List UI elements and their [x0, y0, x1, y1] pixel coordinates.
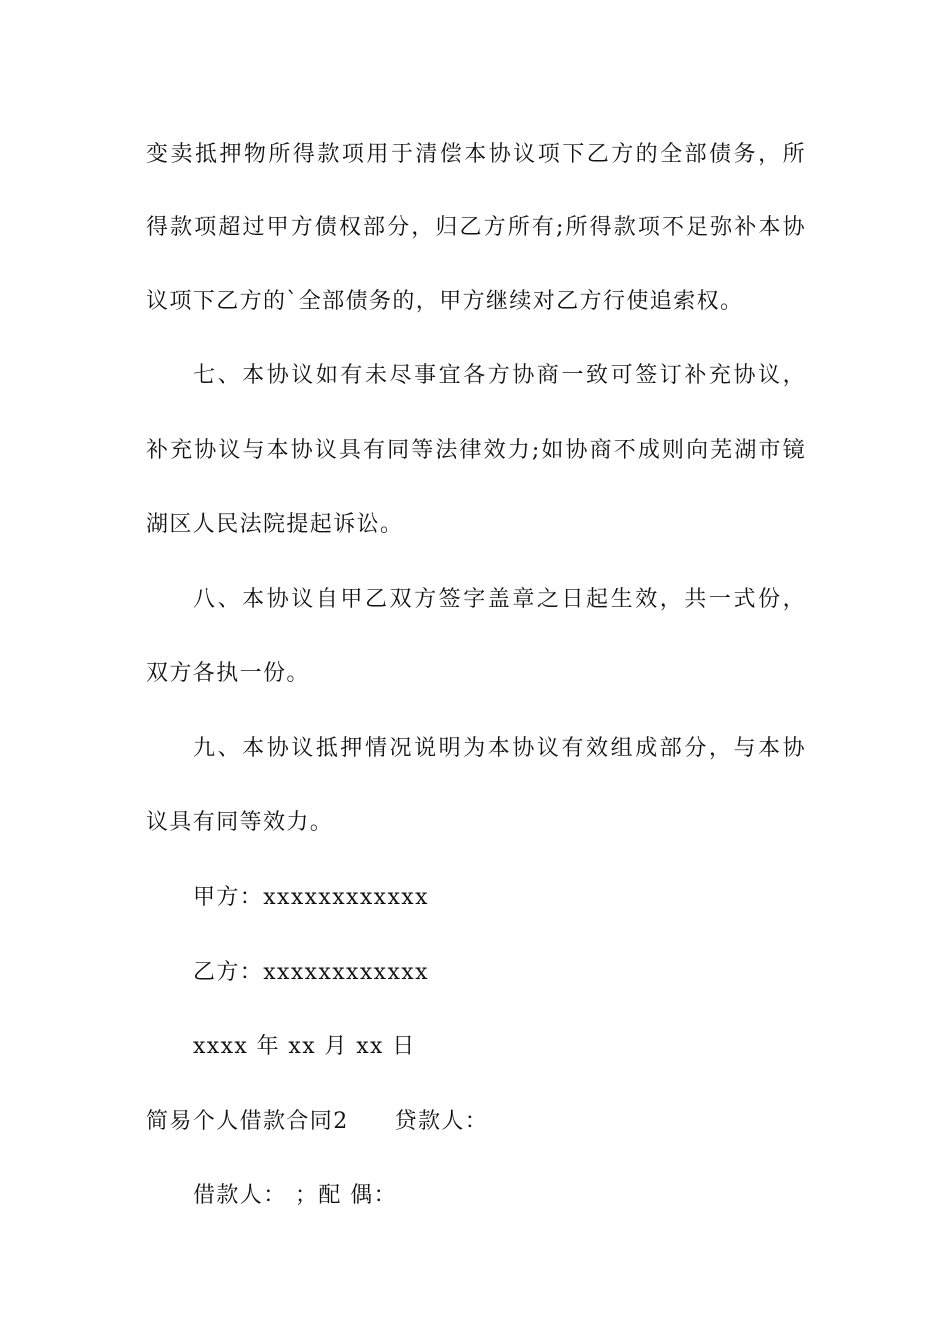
- next-contract-heading: [146, 1106, 488, 1138]
- clause-7-line-3: 湖区人民法院提起诉讼。: [146, 512, 404, 537]
- clause-9-line-2: 议具有同等效力。: [146, 810, 334, 835]
- clause-8-line-1: 八、本协议自甲乙双方签字盖章之日起生效，共一式份，: [193, 587, 806, 612]
- party-a-signature: 甲方：xxxxxxxxxxxx: [193, 885, 429, 910]
- contract-title: 简易个人借款合同2: [146, 1109, 349, 1134]
- party-b-signature: 乙方：xxxxxxxxxxxx: [193, 960, 429, 985]
- signing-date: xxxx 年 xx 月 xx 日: [193, 1034, 416, 1059]
- clause-6-line-2: 得款项超过甲方债权部分，归乙方所有;所得款项不足弥补本协: [146, 215, 806, 240]
- clause-9-line-1: 九、本协议抵押情况说明为本协议有效组成部分，与本协: [193, 736, 806, 761]
- clause-8-line-2: 双方各执一份。: [146, 661, 310, 686]
- clause-6-line-1: 变卖抵押物所得款项用于清偿本协议项下乙方的全部债务，所: [146, 142, 806, 167]
- clause-6-line-3: 议项下乙方的`全部债务的，甲方继续对乙方行使追索权。: [146, 289, 744, 314]
- borrower-line: 借款人： ；配 偶：: [193, 1183, 397, 1208]
- clause-7-line-2: 补充协议与本协议具有同等法律效力;如协商不成则向芜湖市镜: [146, 438, 806, 463]
- clause-7-line-1: 七、本协议如有未尽事宜各方协商一致可签订补充协议，: [193, 363, 806, 388]
- lender-label: 贷款人：: [394, 1109, 489, 1134]
